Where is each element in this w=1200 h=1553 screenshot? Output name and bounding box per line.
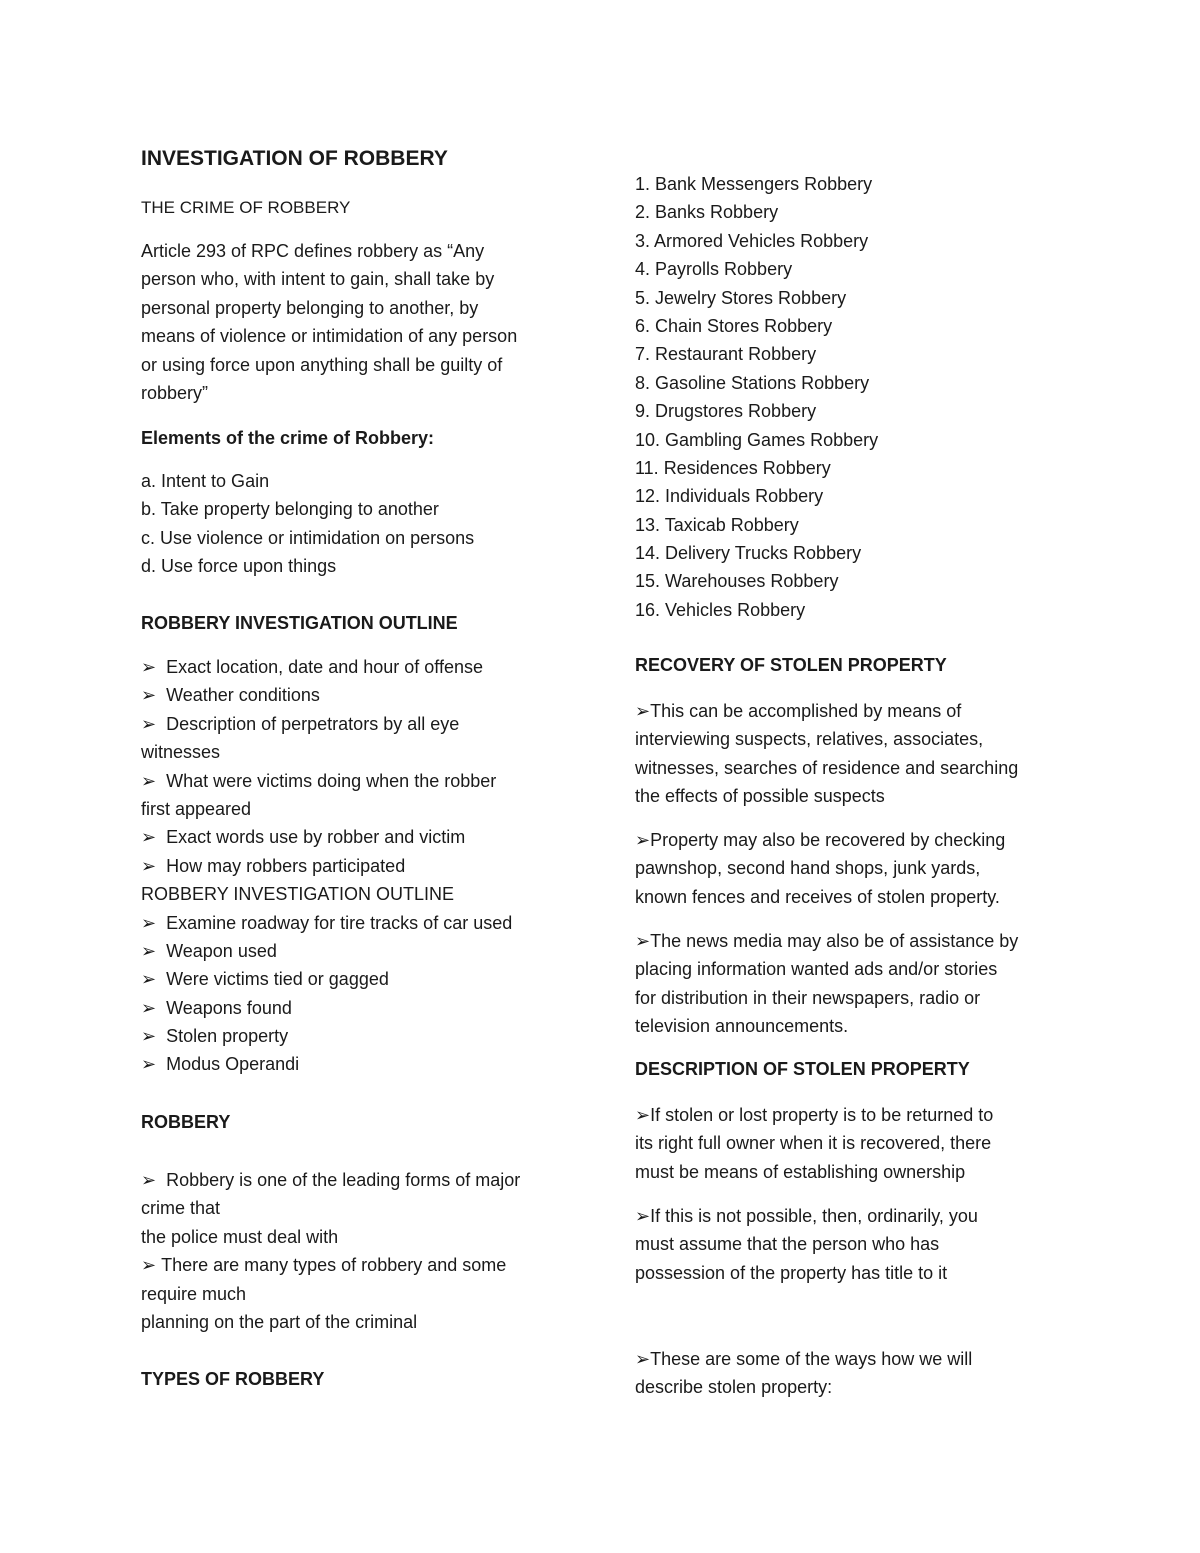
list-item: 15. Warehouses Robbery	[635, 571, 839, 592]
description-paragraph	[635, 1202, 978, 1287]
recovery-line: known fences and receives of stolen property.	[635, 886, 1000, 907]
outline-line: ➢ Weapons found	[141, 994, 512, 1022]
robbery-line: ➢ There are many types of robbery and some	[141, 1251, 520, 1279]
outline-line: witnesses	[141, 742, 221, 763]
list-item: 1. Bank Messengers Robbery	[635, 174, 873, 194]
description-line: must assume that the person who has	[635, 1234, 940, 1255]
recovery-line: interviewing suspects, relatives, associates,	[635, 729, 984, 750]
list-item: 6. Chain Stores Robbery	[635, 315, 833, 336]
definition-paragraph	[141, 237, 517, 407]
definition-line: Article 293 of RPC defines robbery as “Any	[141, 241, 485, 261]
description-line: its right full owner when it is recovered, there	[635, 1133, 992, 1154]
robbery-paragraph	[141, 1166, 520, 1336]
outline-line: ➢ Description of perpetrators by all eye	[141, 710, 512, 738]
recovery-line: the effects of possible suspects	[635, 786, 885, 807]
description-line: possession of the property has title to it	[635, 1262, 948, 1283]
list-item: 8. Gasoline Stations Robbery	[635, 372, 870, 393]
list-item: c. Use violence or intimidation on persons	[141, 527, 475, 548]
recovery-paragraph	[635, 697, 1018, 811]
list-item: 4. Payrolls Robbery	[635, 259, 793, 280]
types-heading: TYPES OF ROBBERY	[141, 1369, 325, 1389]
outline-heading: ROBBERY INVESTIGATION OUTLINE	[141, 613, 458, 633]
recovery-line: pawnshop, second hand shops, junk yards,	[635, 858, 981, 879]
recovery-line: ➢The news media may also be of assistance by	[635, 931, 1019, 951]
list-item: 11. Residences Robbery	[635, 457, 831, 478]
definition-line: means of violence or intimidation of any person	[141, 326, 518, 347]
recovery-line: television announcements.	[635, 1016, 849, 1037]
description-line: ➢If stolen or lost property is to be returned to	[635, 1105, 994, 1125]
recovery-heading: RECOVERY OF STOLEN PROPERTY	[635, 655, 947, 675]
description-line: must be means of establishing ownership	[635, 1161, 966, 1182]
list-item: d. Use force upon things	[141, 556, 337, 577]
outline-line: ➢ Stolen property	[141, 1022, 512, 1050]
recovery-line: ➢Property may also be recovered by checking	[635, 830, 1006, 850]
robbery-line: require much	[141, 1283, 247, 1304]
list-item: 13. Taxicab Robbery	[635, 514, 799, 535]
outline-line: ➢ What were victims doing when the robber	[141, 767, 512, 795]
list-item: a. Intent to Gain	[141, 471, 270, 491]
list-item: 2. Banks Robbery	[635, 202, 779, 223]
robbery-line: crime that	[141, 1198, 221, 1219]
recovery-line: ➢This can be accomplished by means of	[635, 701, 962, 721]
robbery-heading: ROBBERY	[141, 1112, 231, 1132]
recovery-paragraph	[635, 826, 1005, 911]
recovery-paragraph	[635, 927, 1018, 1041]
description-heading: DESCRIPTION OF STOLEN PROPERTY	[635, 1059, 970, 1079]
list-item: 9. Drugstores Robbery	[635, 401, 817, 422]
definition-line: person who, with intent to gain, shall take by	[141, 269, 495, 290]
list-item: 7. Restaurant Robbery	[635, 344, 817, 365]
list-item: 12. Individuals Robbery	[635, 486, 824, 507]
elements-list	[141, 467, 474, 581]
description-line: ➢These are some of the ways how we will	[635, 1349, 973, 1369]
recovery-line: placing information wanted ads and/or stories	[635, 959, 998, 980]
outline-line: ROBBERY INVESTIGATION OUTLINE	[141, 884, 455, 905]
outline-line: ➢ Modus Operandi	[141, 1050, 512, 1078]
document-title: INVESTIGATION OF ROBBERY	[141, 147, 448, 170]
list-item: 10. Gambling Games Robbery	[635, 429, 879, 450]
outline-line: ➢ How may robbers participated	[141, 852, 512, 880]
outline-line: ➢ Exact words use by robber and victim	[141, 823, 512, 851]
outline-line: ➢ Examine roadway for tire tracks of car used	[141, 909, 512, 937]
robbery-line: the police must deal with	[141, 1226, 339, 1247]
robbery-line: planning on the part of the criminal	[141, 1311, 418, 1332]
robbery-line: ➢ Robbery is one of the leading forms of major	[141, 1166, 520, 1194]
recovery-line: witnesses, searches of residence and searching	[635, 757, 1019, 778]
definition-line: or using force upon anything shall be guilty of	[141, 354, 503, 375]
crime-subtitle: THE CRIME OF ROBBERY	[141, 198, 351, 217]
definition-line: personal property belonging to another, by	[141, 297, 479, 318]
list-item: 3. Armored Vehicles Robbery	[635, 230, 869, 251]
outline-line: ➢ Weapon used	[141, 937, 512, 965]
outline-line: ➢ Were victims tied or gagged	[141, 965, 512, 993]
outline-line: ➢ Weather conditions	[141, 681, 512, 709]
outline-list	[141, 653, 512, 1079]
outline-line: first appeared	[141, 798, 252, 819]
description-line: ➢If this is not possible, then, ordinarily, you	[635, 1206, 978, 1226]
description-paragraph	[635, 1101, 993, 1186]
definition-line: robbery”	[141, 382, 209, 403]
types-list	[635, 170, 878, 624]
outline-line: ➢ Exact location, date and hour of offense	[141, 653, 512, 681]
list-item: 16. Vehicles Robbery	[635, 599, 806, 620]
elements-heading: Elements of the crime of Robbery:	[141, 428, 435, 448]
description-line: describe stolen property:	[635, 1377, 833, 1398]
list-item: b. Take property belonging to another	[141, 499, 439, 520]
description-paragraph	[635, 1345, 972, 1402]
recovery-line: for distribution in their newspapers, radio or	[635, 987, 981, 1008]
list-item: 14. Delivery Trucks Robbery	[635, 543, 862, 564]
list-item: 5. Jewelry Stores Robbery	[635, 287, 847, 308]
